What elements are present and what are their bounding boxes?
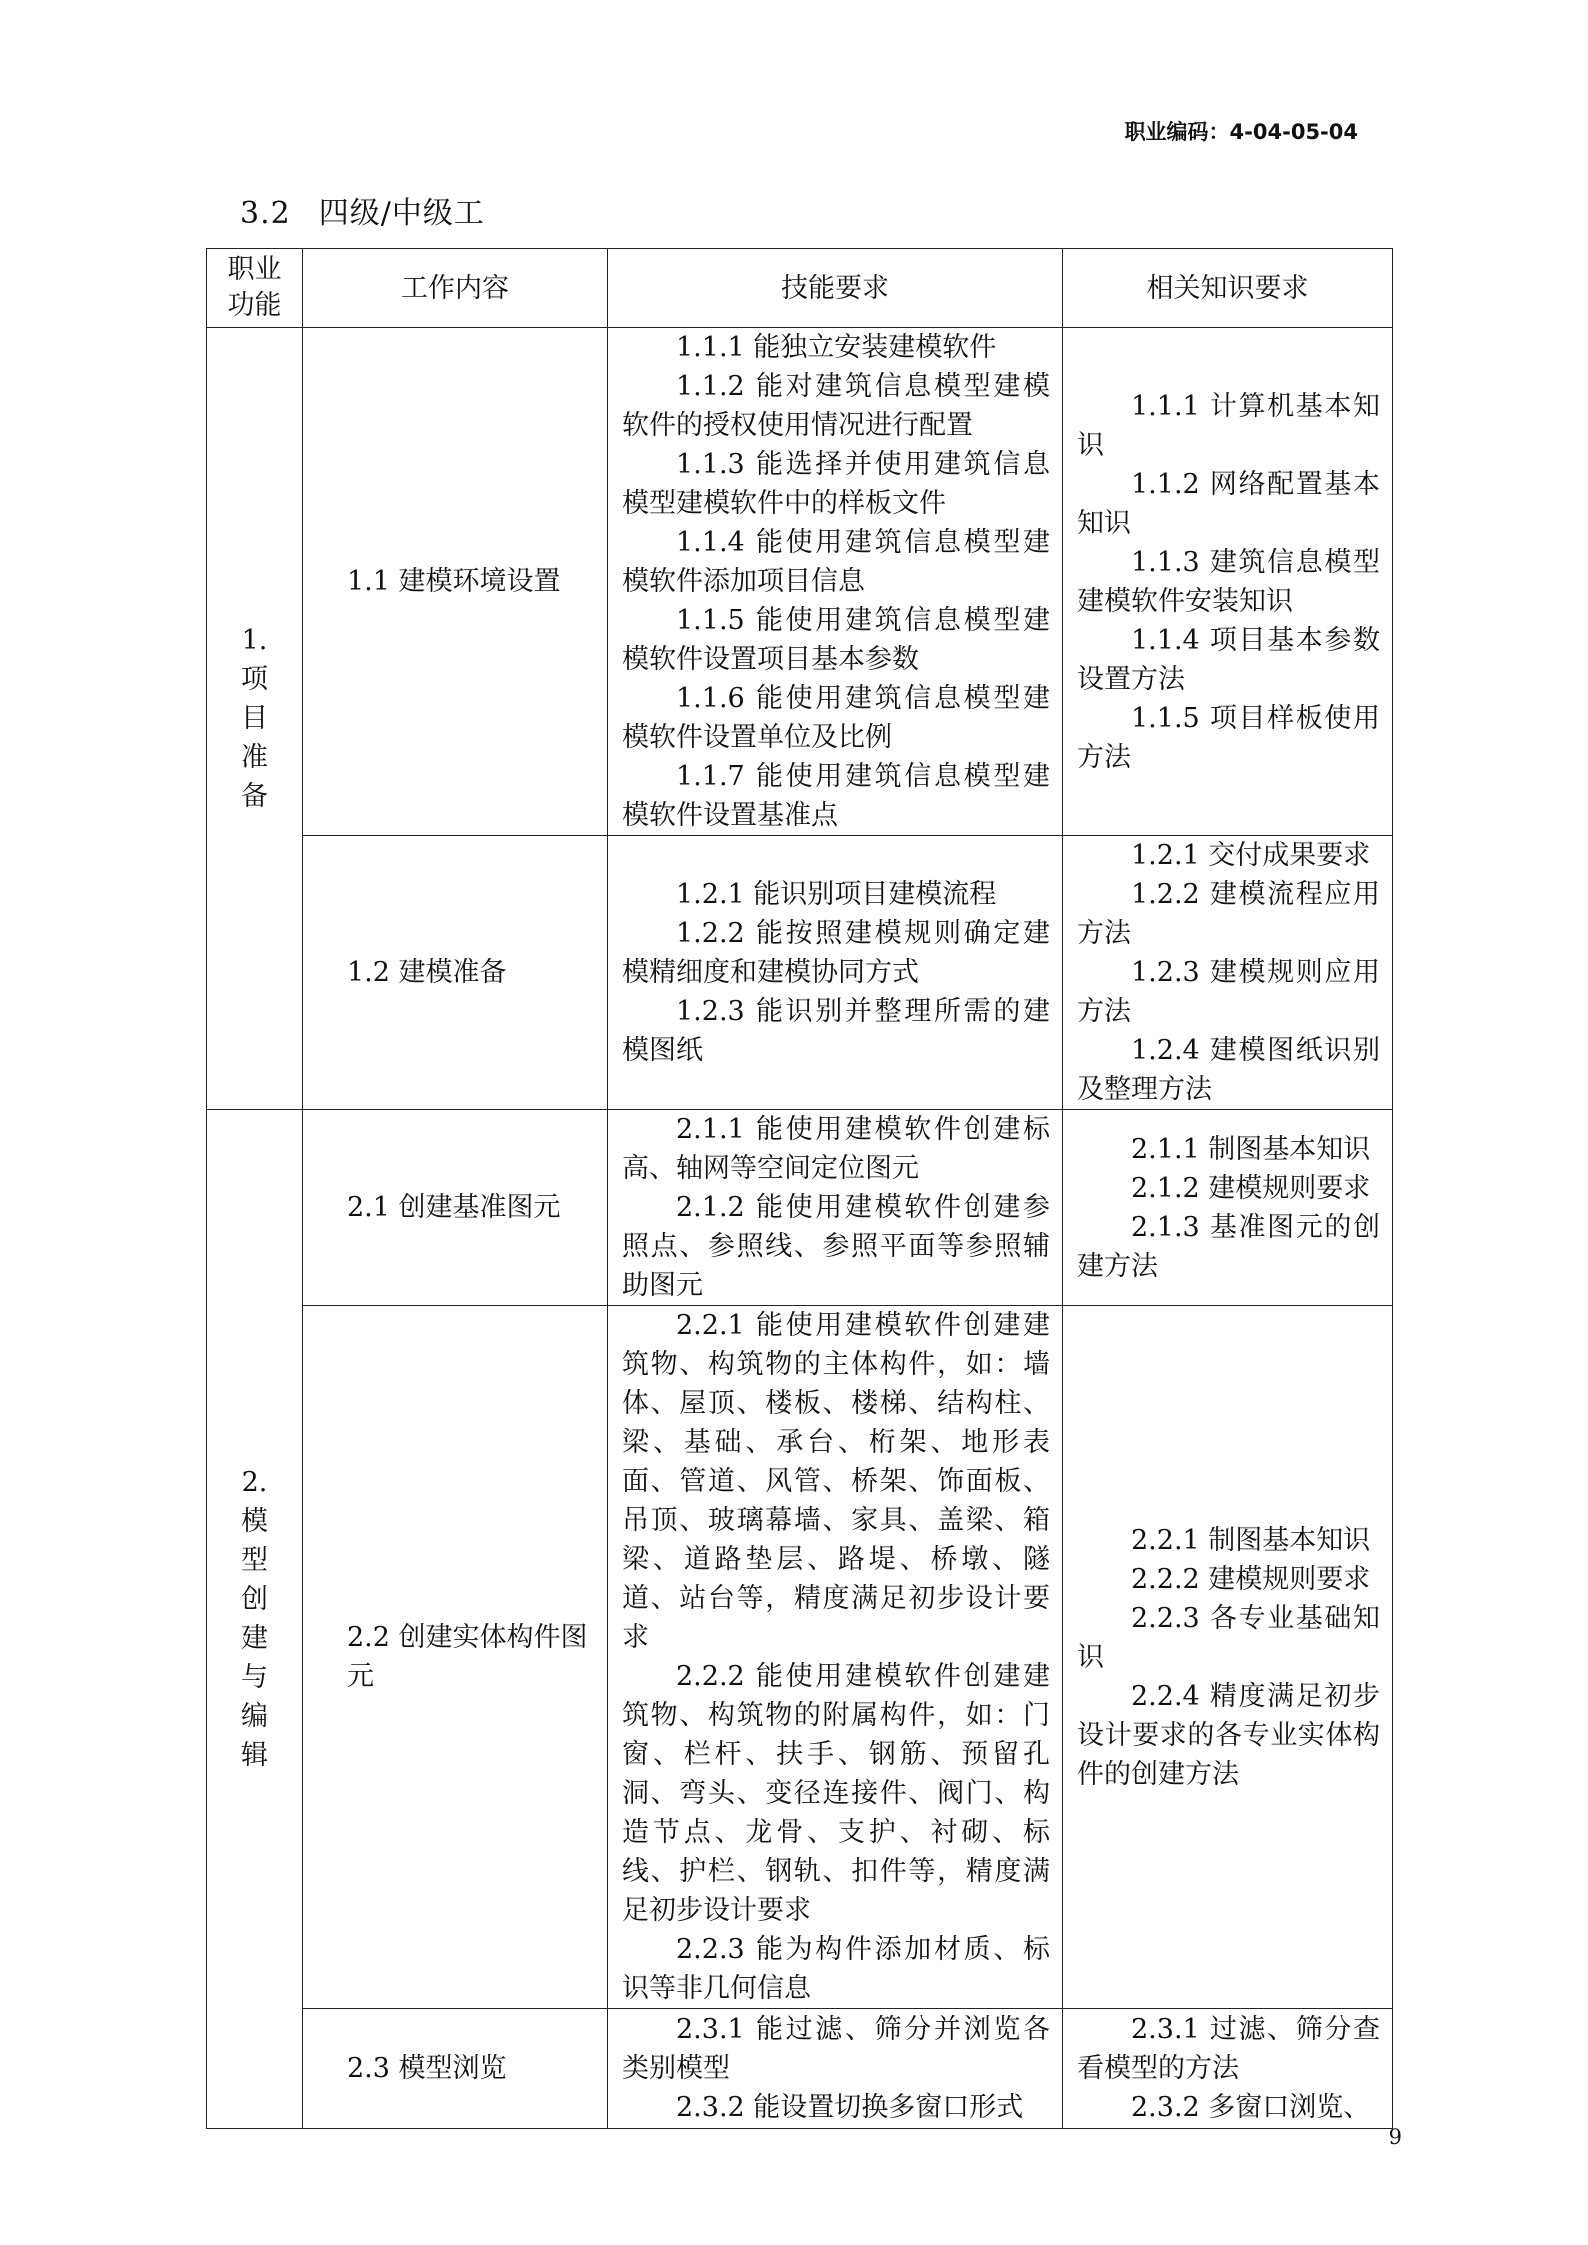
table-row xyxy=(207,328,1393,836)
skill-item: 1.1.7 能使用建筑信息模型建模软件设置基准点 xyxy=(622,761,1050,831)
knowledge-cell xyxy=(1063,1306,1393,2009)
function-char: 建 xyxy=(241,1623,268,1654)
skill-item: 1.1.3 能选择并使用建筑信息模型建模软件中的样板文件 xyxy=(622,449,1050,519)
skill-item: 1.1.4 能使用建筑信息模型建模软件添加项目信息 xyxy=(622,527,1050,597)
skill-item: 1.1.2 能对建筑信息模型建模软件的授权使用情况进行配置 xyxy=(622,371,1050,441)
skills-table xyxy=(206,248,1393,2129)
knowledge-item: 2.2.3 各专业基础知识 xyxy=(1077,1602,1380,1673)
function-cell-2 xyxy=(207,1110,303,2129)
function-char: 辑 xyxy=(241,1740,268,1771)
header-knowledge: 相关知识要求 xyxy=(1063,249,1393,328)
knowledge-cell xyxy=(1063,328,1393,836)
table-row xyxy=(207,2009,1393,2129)
function-char: 与 xyxy=(241,1662,268,1693)
skill-item: 1.2.1 能识别项目建模流程 xyxy=(676,879,997,910)
function-char: 备 xyxy=(241,781,268,812)
skill-item: 1.2.2 能按照建模规则确定建模精细度和建模协同方式 xyxy=(622,918,1050,988)
header-function-line1: 职业 xyxy=(227,254,282,285)
knowledge-item: 1.2.1 交付成果要求 xyxy=(1131,840,1371,871)
knowledge-item: 1.1.4 项目基本参数设置方法 xyxy=(1077,624,1380,695)
skill-item: 2.1.2 能使用建模软件创建参照点、参照线、参照平面等参照辅助图元 xyxy=(622,1192,1050,1301)
page-number: 9 xyxy=(1388,2125,1402,2149)
skill-item: 2.3.1 能过滤、筛分并浏览各类别模型 xyxy=(622,2014,1050,2084)
knowledge-item: 2.2.2 建模规则要求 xyxy=(1131,1563,1371,1595)
function-char: 型 xyxy=(241,1545,268,1576)
skill-item: 2.2.3 能为构件添加材质、标识等非几何信息 xyxy=(622,1934,1050,2004)
header-function xyxy=(207,249,303,328)
knowledge-item: 2.1.2 建模规则要求 xyxy=(1131,1172,1371,1204)
skill-item: 2.2.1 能使用建模软件创建建筑物、构筑物的主体构件，如：墙体、屋顶、楼板、楼梯、结构柱、梁、基础、承台、桁架、地形表面、管道、风管、桥架、饰面板、吊顶、玻璃幕墙、家具、盖梁、箱梁、道路垫层、路堤、桥墩、隧道、站台等，精度满足初步设计要求 xyxy=(622,1310,1050,1653)
section-heading: 四级/中级工 xyxy=(318,196,485,231)
function-number: 1. xyxy=(241,625,268,656)
knowledge-item: 1.1.5 项目样板使用方法 xyxy=(1077,702,1380,773)
skill-cell xyxy=(608,1306,1063,2009)
skill-cell xyxy=(608,1110,1063,1306)
occupation-code: 职业编码：4-04-05-04 xyxy=(1124,120,1358,144)
knowledge-item: 2.3.2 多窗口浏览、 xyxy=(1131,2092,1371,2123)
table-row xyxy=(207,1306,1393,2009)
function-number: 2. xyxy=(241,1467,268,1498)
skill-cell xyxy=(608,836,1063,1110)
knowledge-item: 1.1.3 建筑信息模型建模软件安装知识 xyxy=(1077,546,1380,617)
work-content-cell: 2.3 模型浏览 xyxy=(303,2009,608,2129)
function-char: 准 xyxy=(241,742,268,773)
skill-item: 1.1.1 能独立安装建模软件 xyxy=(676,332,997,363)
knowledge-cell xyxy=(1063,836,1393,1110)
knowledge-item: 1.1.1 计算机基本知识 xyxy=(1077,390,1380,461)
skill-cell xyxy=(608,2009,1063,2129)
skill-item: 2.1.1 能使用建模软件创建标高、轴网等空间定位图元 xyxy=(622,1114,1050,1184)
function-cell-1 xyxy=(207,328,303,1110)
knowledge-cell xyxy=(1063,2009,1393,2129)
knowledge-item: 1.1.2 网络配置基本知识 xyxy=(1077,468,1380,539)
function-char: 项 xyxy=(241,664,268,695)
table-row xyxy=(207,1110,1393,1306)
header-skill: 技能要求 xyxy=(608,249,1063,328)
knowledge-item: 2.3.1 过滤、筛分查看模型的方法 xyxy=(1077,2014,1380,2084)
work-content-cell: 2.1 创建基准图元 xyxy=(303,1110,608,1306)
skill-item: 1.1.5 能使用建筑信息模型建模软件设置项目基本参数 xyxy=(622,605,1050,675)
table-row xyxy=(207,836,1393,1110)
skill-item: 1.2.3 能识别并整理所需的建模图纸 xyxy=(622,996,1050,1066)
work-content-cell: 1.1 建模环境设置 xyxy=(303,328,608,836)
header-function-line2: 功能 xyxy=(227,290,282,321)
knowledge-item: 1.2.3 建模规则应用方法 xyxy=(1077,957,1380,1027)
section-number: 3.2 xyxy=(240,196,291,231)
function-char: 编 xyxy=(241,1701,268,1732)
work-content-cell: 1.2 建模准备 xyxy=(303,836,608,1110)
section-title xyxy=(240,188,485,232)
knowledge-item: 2.1.3 基准图元的创建方法 xyxy=(1077,1211,1380,1282)
work-content-cell: 2.2 创建实体构件图元 xyxy=(303,1306,608,2009)
knowledge-item: 1.2.2 建模流程应用方法 xyxy=(1077,879,1380,949)
header-work-content: 工作内容 xyxy=(303,249,608,328)
knowledge-item: 2.2.1 制图基本知识 xyxy=(1131,1524,1371,1556)
skill-item: 1.1.6 能使用建筑信息模型建模软件设置单位及比例 xyxy=(622,683,1050,753)
function-char: 创 xyxy=(241,1584,268,1615)
skill-cell xyxy=(608,328,1063,836)
skill-item: 2.3.2 能设置切换多窗口形式 xyxy=(676,2092,1024,2123)
skill-item: 2.2.2 能使用建模软件创建建筑物、构筑物的附属构件，如：门窗、栏杆、扶手、钢筋、预留孔洞、弯头、变径连接件、阀门、构造节点、龙骨、支护、衬砌、标线、护栏、钢轨、扣件等，精度满足初步设计要求 xyxy=(622,1661,1050,1926)
table-header-row xyxy=(207,249,1393,328)
knowledge-item: 2.1.1 制图基本知识 xyxy=(1131,1133,1371,1165)
function-char: 目 xyxy=(241,703,268,734)
knowledge-cell xyxy=(1063,1110,1393,1306)
knowledge-item: 1.2.4 建模图纸识别及整理方法 xyxy=(1077,1035,1380,1105)
knowledge-item: 2.2.4 精度满足初步设计要求的各专业实体构件的创建方法 xyxy=(1077,1680,1380,1790)
function-char: 模 xyxy=(241,1506,268,1537)
